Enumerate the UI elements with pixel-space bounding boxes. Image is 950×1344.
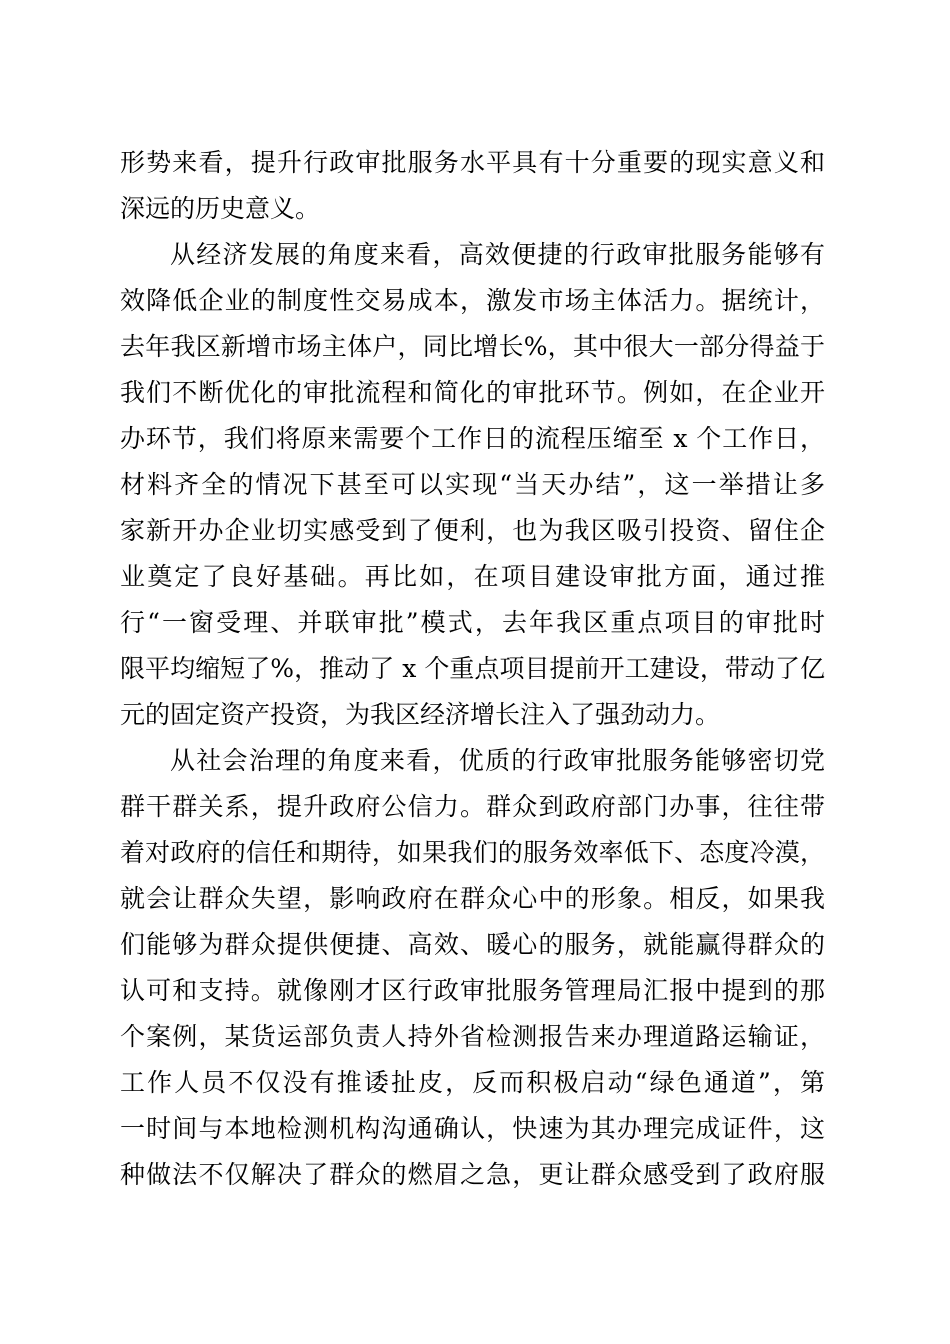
text-line: 认可和支持。就像刚才区行政审批服务管理局汇报中提到的那: [120, 976, 825, 1005]
text-line: 限平均缩短了%，推动了 x 个重点项目提前开工建设，带动了亿: [120, 654, 825, 683]
text-line: 家新开办企业切实感受到了便利，也为我区吸引投资、留住企: [120, 516, 825, 545]
text-line: 办环节，我们将原来需要个工作日的流程压缩至 x 个工作日，: [120, 424, 825, 453]
text-line: 效降低企业的制度性交易成本，激发市场主体活力。据统计，: [120, 286, 825, 315]
text-line: 工作人员不仅没有推诿扯皮，反而积极启动“绿色通道”，第: [120, 1068, 825, 1097]
text-line: 种做法不仅解决了群众的燃眉之急，更让群众感受到了政府服: [120, 1160, 825, 1189]
text-line: 着对政府的信任和期待，如果我们的服务效率低下、态度冷漠，: [120, 838, 825, 867]
text-line: 深远的历史意义。: [120, 194, 321, 223]
text-line: 元的固定资产投资，为我区经济增长注入了强劲动力。: [120, 700, 721, 729]
text-line: 一时间与本地检测机构沟通确认，快速为其办理完成证件，这: [120, 1114, 825, 1143]
text-line: 个案例，某货运部负责人持外省检测报告来办理道路运输证，: [120, 1022, 825, 1051]
text-line: 去年我区新增市场主体户，同比增长%，其中很大一部分得益于: [120, 332, 825, 361]
text-line: 群干群关系，提升政府公信力。群众到政府部门办事，往往带: [120, 792, 825, 821]
text-line: 就会让群众失望，影响政府在群众心中的形象。相反，如果我: [120, 884, 825, 913]
paragraph-first-line: 从经济发展的角度来看，高效便捷的行政审批服务能够有: [170, 240, 825, 269]
text-line: 业奠定了良好基础。再比如，在项目建设审批方面，通过推: [120, 562, 825, 591]
text-line: 我们不断优化的审批流程和简化的审批环节。例如，在企业开: [120, 378, 825, 407]
text-line: 材料齐全的情况下甚至可以实现“当天办结”，这一举措让多: [120, 470, 825, 499]
text-line: 形势来看，提升行政审批服务水平具有十分重要的现实意义和: [120, 148, 825, 177]
text-line: 们能够为群众提供便捷、高效、暖心的服务，就能赢得群众的: [120, 930, 825, 959]
text-line: 行“一窗受理、并联审批”模式，去年我区重点项目的审批时: [120, 608, 825, 637]
paragraph-first-line: 从社会治理的角度来看，优质的行政审批服务能够密切党: [170, 746, 825, 775]
